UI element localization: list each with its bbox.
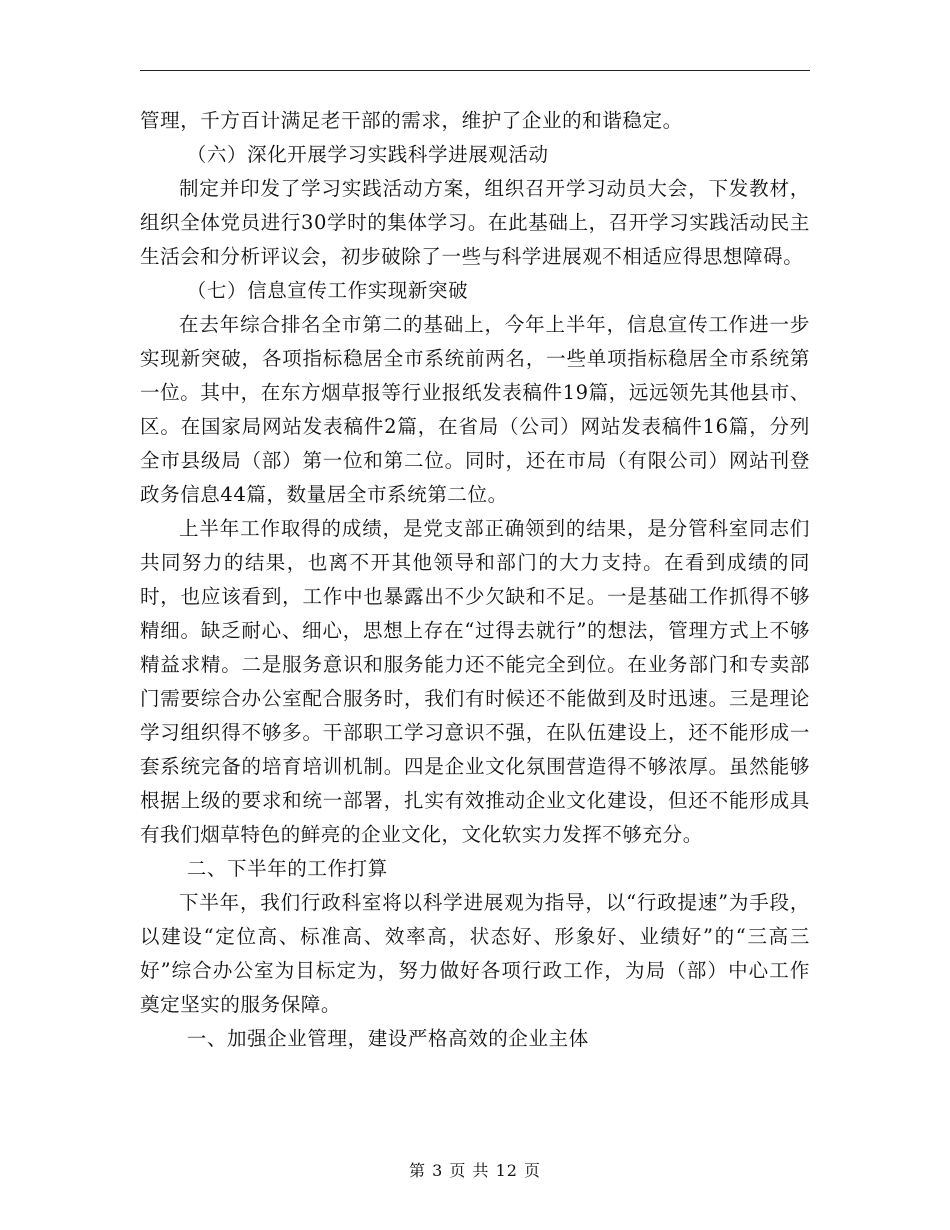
section-heading-enterprise-management: 一、加强企业管理，建设严格高效的企业主体 [186, 1027, 589, 1050]
footer-label-total: 共 [472, 1161, 490, 1180]
paragraph-continuation: 管理，千方百计满足老干部的需求，维护了企业的和谐稳定。 [140, 109, 683, 132]
paragraph-information-publicity: 在去年综合排名全市第二的基础上，今年上半年，信息宣传工作进一步实现新突破，各项指标稳居全市系统前两名，一些单项指标稳居全市系统第一位。其中，在东方烟草报等行业报纸发表稿件19篇，远远领先其他县市、区。在国家局网站发表稿件2篇，在省局（公司）网站发表稿件16篇，分列全市县级局（部）第一位和第二位。同时，还在市局（有限公司）网站刊登政务信息44篇，数量居全市系统第二位。 [140, 313, 810, 506]
footer-page-number: 3 [432, 1161, 444, 1180]
footer-label-unit: 页 [449, 1161, 467, 1180]
footer-label-unit-2: 页 [524, 1161, 542, 1180]
header-rule [140, 70, 810, 71]
paragraph-second-half-plan: 下半年，我们行政科室将以科学进展观为指导，以“行政提速”为手段，以建设“定位高、标准高、效率高，状态好、形象好、业绩好”的“三高三好”综合办公室为目标定为，努力做好各项行政工作，为局（部）中心工作奠定坚实的服务保障。 [140, 891, 810, 1016]
section-heading-7: （七）信息宣传工作实现新突破 [186, 279, 469, 302]
footer-label-page: 第 [408, 1161, 426, 1180]
section-heading-6: （六）深化开展学习实践科学进展观活动 [186, 143, 549, 166]
page-footer [0, 1158, 950, 1181]
paragraph-study-activity: 制定并印发了学习实践活动方案，组织召开学习动员大会，下发教材，组织全体党员进行30学时的集体学习。在此基础上，召开学习实践活动民主生活会和分析评议会，初步破除了一些与科学进展观不相适应得思想障碍。 [140, 177, 810, 268]
section-heading-second-half-plan: 二、下半年的工作打算 [186, 857, 388, 880]
paragraph-achievements-shortcomings: 上半年工作取得的成绩，是党支部正确领到的结果，是分管科室同志们共同努力的结果，也离不开其他领导和部门的大力支持。在看到成绩的同时，也应该看到，工作中也暴露出不少欠缺和不足。一是基础工作抓得不够精细。缺乏耐心、细心，思想上存在“过得去就行”的想法，管理方式上不够精益求精。二是服务意识和服务能力还不能完全到位。在业务部门和专卖部门需要综合办公室配合服务时，我们有时候还不能做到及时迅速。三是理论学习组织得不够多。干部职工学习意识不强，在队伍建设上，还不能形成一套系统完备的培育培训机制。四是企业文化氛围营造得不够浓厚。虽然能够根据上级的要求和统一部署，扎实有效推动企业文化建设，但还不能形成具有我们烟草特色的鲜亮的企业文化，文化软实力发挥不够充分。 [140, 517, 810, 846]
footer-total-pages: 12 [495, 1161, 518, 1180]
document-body [140, 104, 810, 1056]
